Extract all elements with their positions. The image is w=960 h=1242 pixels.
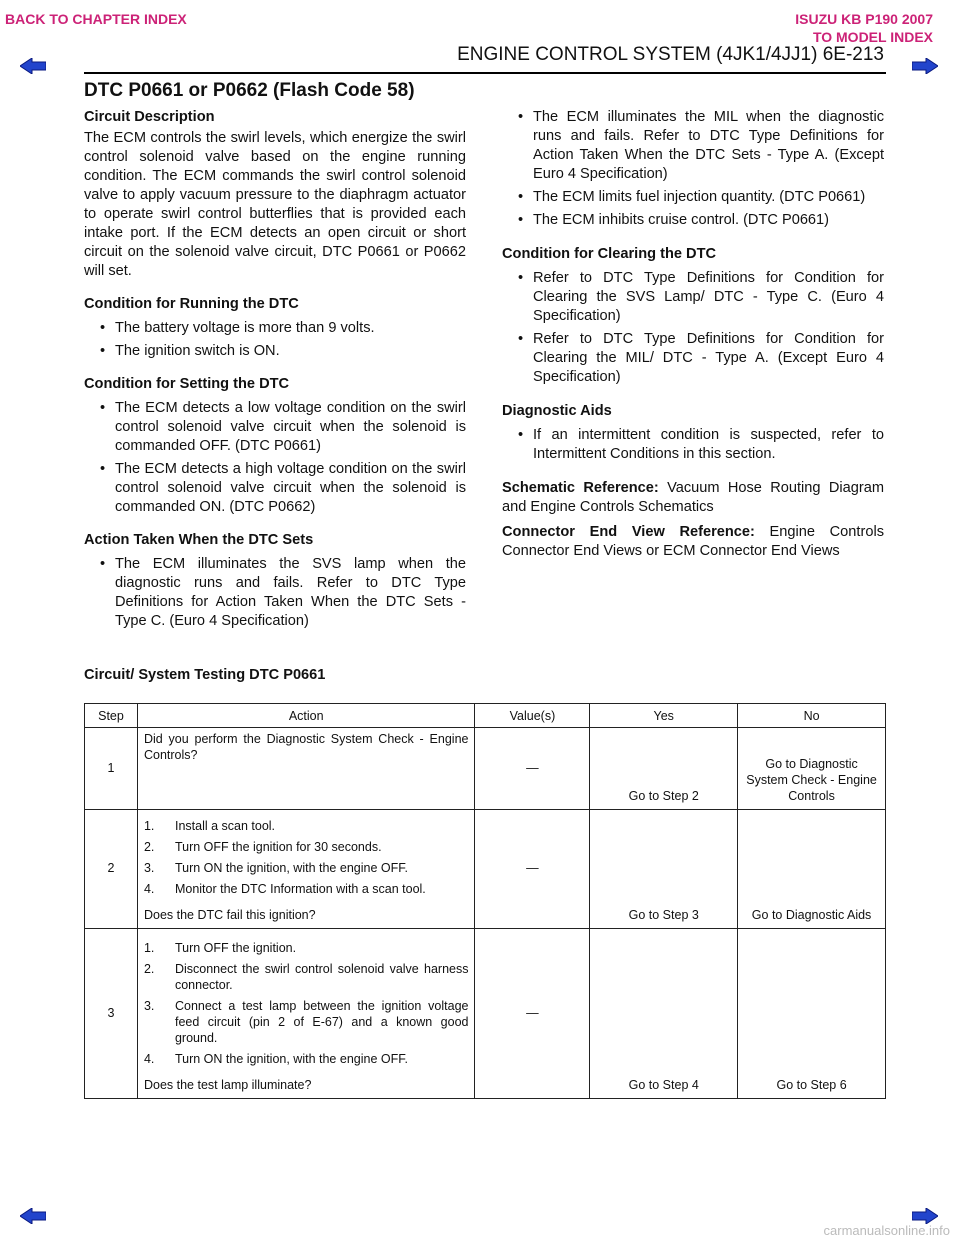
model-title: ISUZU KB P190 2007 (795, 11, 933, 27)
table-header-row (85, 704, 886, 728)
yes-link[interactable]: Go to Step 2 (590, 728, 738, 810)
diagnostic-aids-heading: Diagnostic Aids (502, 403, 612, 419)
list-item: • The battery voltage is more than 9 volts. (84, 319, 466, 338)
action-taken-list (84, 555, 466, 631)
procedure-step: 4. Turn ON the ignition, with the engine OFF. (143, 1052, 408, 1066)
list-item: • Refer to DTC Type Definitions for Condition for Clearing the MIL/ DTC - Type A. (Except Euro 4 Specification) (502, 330, 884, 387)
list-item: • The ECM illuminates the MIL when the diagnostic runs and fails. Refer to DTC Type Definitions for Action Taken When the DTC Sets - Type A. (Except Euro 4 Specification) (502, 108, 884, 184)
procedure-step: 3. Turn ON the ignition, with the engine OFF. (143, 861, 408, 875)
yes-link[interactable]: Go to Step 3 (590, 810, 738, 929)
list-item: • The ECM limits fuel injection quantity. (DTC P0661) (502, 188, 884, 207)
procedure-step: 1. Install a scan tool. (143, 819, 276, 833)
header-action: Action (137, 704, 475, 728)
no-link[interactable]: Go to Diagnostic System Check - Engine Controls (738, 728, 886, 810)
no-link[interactable]: Go to Step 6 (738, 929, 886, 1099)
running-conditions-list (84, 319, 466, 361)
step-value: — (475, 810, 590, 929)
next-page-arrow-icon[interactable] (912, 1208, 938, 1224)
setting-conditions-heading: Condition for Setting the DTC (84, 376, 290, 392)
step-question: Does the test lamp illuminate? (143, 1078, 312, 1092)
back-to-chapter-index-link[interactable]: BACK TO CHAPTER INDEX (5, 11, 187, 27)
table-row (85, 810, 886, 929)
procedure-step: 3. Connect a test lamp between the ignition voltage feed circuit (pin 2 of E-67) and a known good ground. (143, 999, 469, 1045)
procedure-step: 2. Turn OFF the ignition for 30 seconds. (143, 840, 382, 854)
connector-reference-label: Connector End View Reference: (502, 524, 755, 540)
step-question: Does the DTC fail this ignition? (143, 908, 316, 922)
step-value: — (475, 728, 590, 810)
procedure-step: 2. Disconnect the swirl control solenoid valve harness connector. (143, 962, 469, 992)
list-item: • The ignition switch is ON. (84, 342, 466, 361)
table-row (85, 728, 886, 810)
procedure-step: 1. Turn OFF the ignition. (143, 941, 297, 955)
page-title: DTC P0661 or P0662 (Flash Code 58) (84, 80, 415, 101)
schematic-reference-label: Schematic Reference: (502, 480, 659, 496)
action-taken-heading: Action Taken When the DTC Sets (84, 532, 314, 548)
step-number: 2 (85, 810, 138, 929)
to-model-index-link[interactable]: TO MODEL INDEX (812, 29, 933, 45)
setting-conditions-list (84, 399, 466, 517)
list-item: • The ECM detects a high voltage condition on the swirl control solenoid valve circuit when the solenoid is commanded ON. (DTC P0662) (84, 460, 466, 517)
step-number: 3 (85, 929, 138, 1099)
schematic-reference (502, 479, 884, 517)
procedure-step: 4. Monitor the DTC Information with a scan tool. (143, 882, 426, 896)
running-conditions-heading: Condition for Running the DTC (84, 296, 299, 312)
diagnostic-table (84, 703, 886, 1099)
previous-page-arrow-icon[interactable] (20, 1208, 46, 1224)
list-item: • If an intermittent condition is suspected, refer to Intermittent Conditions in this section. (502, 426, 884, 464)
header-step: Step (85, 704, 138, 728)
no-link[interactable]: Go to Diagnostic Aids (738, 810, 886, 929)
connector-reference-text: Engine Controls Connector End Views or ECM Connector End Views (502, 524, 884, 559)
circuit-description-text: The ECM controls the swirl levels, which energize the swirl control solenoid valve based on the engine running condition. The ECM commands the swirl control solenoid valve to apply vacuum pressure to the diaphragm actuator to operate swirl control butterflies that is provided each intake port. If the ECM detects an open circuit or short circuit on the solenoid valve circuit, DTC P0661 or P0662 will set. (84, 130, 466, 279)
step-action: Did you perform the Diagnostic System Check - Engine Controls? (137, 728, 475, 810)
table-title: Circuit/ System Testing DTC P0661 (84, 667, 326, 683)
header-yes: Yes (590, 704, 738, 728)
circuit-description-heading: Circuit Description (84, 109, 215, 125)
list-item: • The ECM illuminates the SVS lamp when the diagnostic runs and fails. Refer to DTC Type Definitions for Action Taken When the DTC Sets - Type C. (Euro 4 Specification) (84, 555, 466, 631)
step-action (137, 810, 475, 929)
right-column (502, 108, 884, 561)
step-action (137, 929, 475, 1099)
watermark: carmanualsonline.info (823, 1223, 950, 1238)
procedure-steps (144, 818, 469, 897)
list-item: • Refer to DTC Type Definitions for Condition for Clearing the SVS Lamp/ DTC - Type C. (Euro 4 Specification) (502, 269, 884, 326)
header-no: No (738, 704, 886, 728)
list-item: • The ECM detects a low voltage condition on the swirl control solenoid valve circuit when the solenoid is commanded OFF. (DTC P0661) (84, 399, 466, 456)
list-item: • The ECM inhibits cruise control. (DTC P0661) (502, 211, 884, 230)
header-rule (84, 72, 886, 74)
connector-reference (502, 523, 884, 561)
action-taken-list-continued (502, 108, 884, 230)
diagnostic-aids-list (502, 426, 884, 464)
previous-page-arrow-icon[interactable] (20, 58, 46, 74)
step-number: 1 (85, 728, 138, 810)
schematic-reference-text: Vacuum Hose Routing Diagram and Engine Controls Schematics (502, 480, 884, 515)
left-column (84, 108, 466, 635)
table-row (85, 929, 886, 1099)
header-values: Value(s) (475, 704, 590, 728)
running-header: ENGINE CONTROL SYSTEM (4JK1/4JJ1) 6E-213 (457, 44, 884, 65)
yes-link[interactable]: Go to Step 4 (590, 929, 738, 1099)
clearing-conditions-heading: Condition for Clearing the DTC (502, 246, 717, 262)
clearing-conditions-list (502, 269, 884, 387)
step-value: — (475, 929, 590, 1099)
next-page-arrow-icon[interactable] (912, 58, 938, 74)
procedure-steps (144, 940, 469, 1067)
